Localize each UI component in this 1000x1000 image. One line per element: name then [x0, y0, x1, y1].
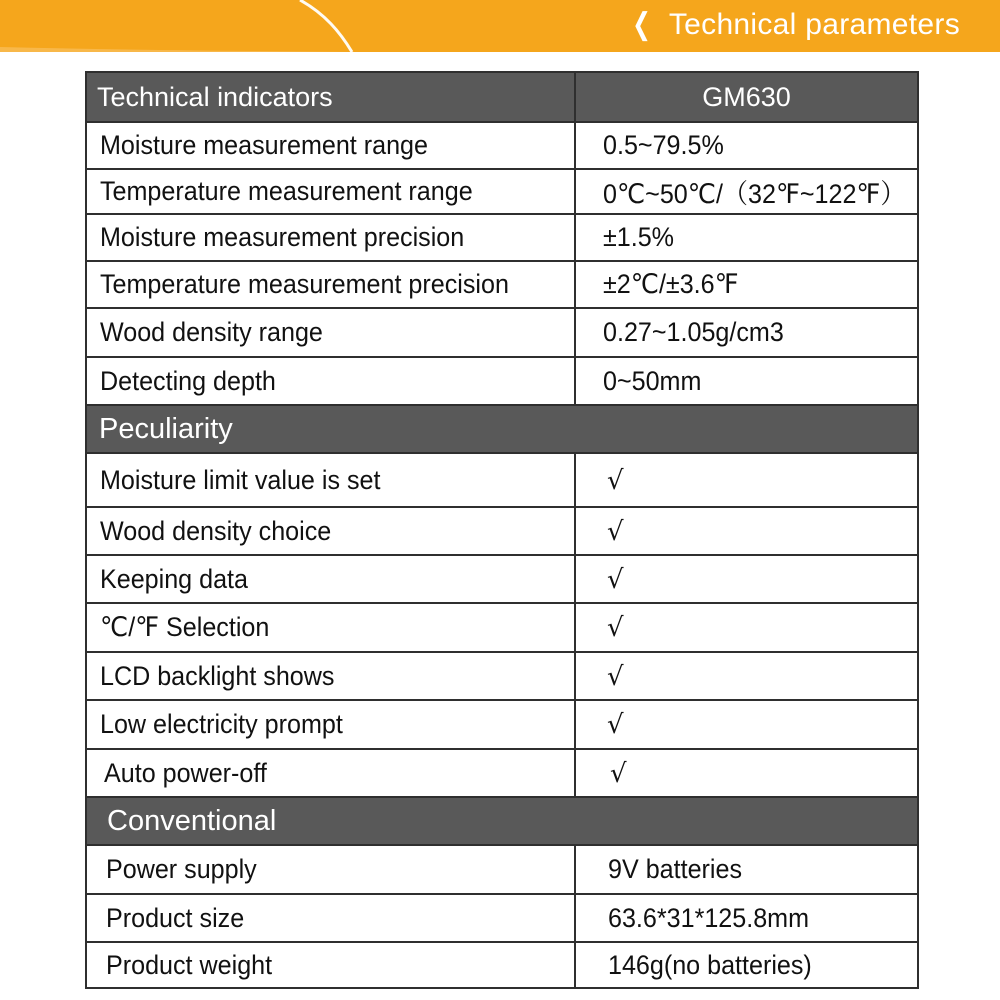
check-mark: √	[575, 749, 918, 797]
table-row	[86, 700, 918, 749]
row-label: ℃/℉ Selection	[86, 603, 575, 652]
row-label: Moisture measurement range	[86, 122, 575, 169]
check-mark: √	[575, 652, 918, 700]
section-peculiarity	[86, 405, 918, 453]
table-row	[86, 261, 918, 308]
header-model: GM630	[575, 72, 918, 122]
table-row	[86, 308, 918, 357]
table-row	[86, 507, 918, 555]
row-label: Keeping data	[86, 555, 575, 603]
table-row	[86, 555, 918, 603]
row-label: Product size	[86, 894, 575, 942]
spec-table	[85, 71, 919, 989]
row-value: 0℃~50℃/（32℉~122℉）	[575, 169, 918, 214]
table-row	[86, 845, 918, 894]
check-mark: √	[575, 603, 918, 652]
table-header-row	[86, 72, 918, 122]
table-row	[86, 122, 918, 169]
header-technical-indicators: Technical indicators	[86, 72, 575, 122]
row-label: Power supply	[86, 845, 575, 894]
check-mark: √	[575, 453, 918, 507]
row-value: 0.5~79.5%	[575, 122, 918, 169]
row-label: Wood density range	[86, 308, 575, 357]
row-value: 9V batteries	[575, 845, 918, 894]
table-row	[86, 603, 918, 652]
table-row	[86, 357, 918, 405]
page-title	[629, 7, 960, 42]
header-banner	[0, 0, 1000, 52]
table-row	[86, 453, 918, 507]
row-label: Low electricity prompt	[86, 700, 575, 749]
table-row	[86, 169, 918, 214]
section-conventional	[86, 797, 918, 845]
section-title: Peculiarity	[86, 405, 918, 453]
page-title-text: Technical parameters	[668, 7, 960, 41]
row-value: 0.27~1.05g/cm3	[575, 308, 918, 357]
table-row	[86, 942, 918, 988]
row-label: Detecting depth	[86, 357, 575, 405]
row-label: Moisture measurement precision	[86, 214, 575, 261]
row-value: 146g(no batteries)	[575, 942, 918, 988]
row-label: LCD backlight shows	[86, 652, 575, 700]
check-mark: √	[575, 700, 918, 749]
row-label: Moisture limit value is set	[86, 453, 575, 507]
row-label: Temperature measurement precision	[86, 261, 575, 308]
row-label: Product weight	[86, 942, 575, 988]
row-label: Wood density choice	[86, 507, 575, 555]
row-value: ±2℃/±3.6℉	[575, 261, 918, 308]
table-row	[86, 214, 918, 261]
row-value: 63.6*31*125.8mm	[575, 894, 918, 942]
row-value: 0~50mm	[575, 357, 918, 405]
row-value: ±1.5%	[575, 214, 918, 261]
section-title: Conventional	[86, 797, 918, 845]
table-row	[86, 749, 918, 797]
table-row	[86, 652, 918, 700]
table-row	[86, 894, 918, 942]
row-label: Auto power-off	[86, 749, 575, 797]
check-mark: √	[575, 507, 918, 555]
row-label: Temperature measurement range	[86, 169, 575, 214]
check-mark: √	[575, 555, 918, 603]
chevron-left-icon[interactable]: ❮	[632, 8, 652, 41]
